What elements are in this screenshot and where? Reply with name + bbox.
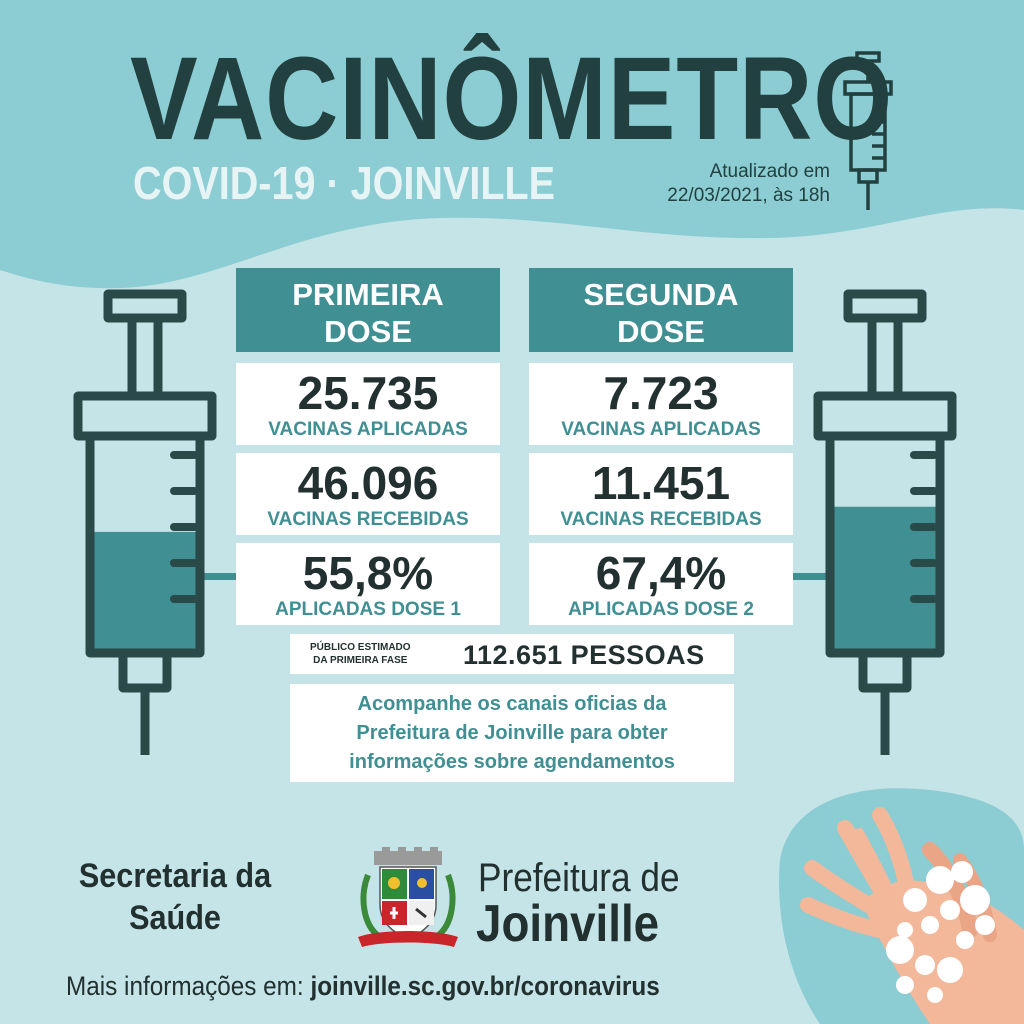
more-info-label: Mais informações em: — [66, 971, 304, 1001]
prefeitura-line2: Joinville — [476, 895, 660, 953]
secretaria-line1: Secretaria da — [78, 857, 272, 895]
coat-of-arms-icon — [350, 845, 466, 953]
second-dose-syringe-icon — [810, 285, 960, 765]
second-dose-received-label: VACINAS RECEBIDAS — [560, 509, 762, 530]
first-dose-received-value: 46.096 — [297, 457, 439, 509]
first-dose-percent-value: 55,8% — [302, 547, 434, 599]
second-dose-title-line1: SEGUNDA — [583, 277, 739, 312]
first-dose-applied-value: 25.735 — [297, 367, 439, 419]
first-dose-syringe-icon — [70, 285, 220, 765]
info-box — [290, 684, 734, 782]
more-info-link[interactable]: joinville.sc.gov.br/coronavirus — [310, 971, 660, 1001]
second-dose-percent-label: APLICADAS DOSE 2 — [568, 599, 754, 620]
first-dose-header — [236, 268, 500, 352]
first-dose-received-card — [236, 453, 500, 535]
estimated-public-label-line1: PÚBLICO ESTIMADO — [310, 642, 411, 653]
second-dose-received-value: 11.451 — [591, 457, 731, 509]
secretaria-logo-text — [72, 855, 279, 939]
prefeitura-line1: Prefeitura de — [478, 856, 680, 900]
estimated-public-box — [290, 634, 734, 674]
second-dose-percent-card — [529, 543, 793, 625]
estimated-public-label-line2: DA PRIMEIRA FASE — [313, 655, 408, 666]
more-info-footer — [66, 971, 660, 1002]
first-dose-percent-card — [236, 543, 500, 625]
updated-label: Atualizado em — [709, 161, 830, 182]
second-dose-applied-label: VACINAS APLICADAS — [561, 419, 761, 440]
first-dose-percent-label: APLICADAS DOSE 1 — [275, 599, 461, 620]
estimated-public-value: 112.651 PESSOAS — [463, 640, 705, 670]
second-dose-header — [529, 268, 793, 352]
second-dose-applied-card — [529, 363, 793, 445]
syringe-icon — [842, 50, 894, 212]
estimated-public-label — [310, 641, 411, 667]
updated-date: 22/03/2021, às 18h — [667, 184, 830, 206]
second-dose-received-card — [529, 453, 793, 535]
first-dose-title-line1: PRIMEIRA — [292, 277, 444, 312]
first-dose-fill-level — [90, 532, 200, 653]
secretaria-line2: Saúde — [129, 899, 221, 937]
page-title: VACINÔMETRO — [130, 33, 894, 165]
info-line2: Prefeitura de Joinville para obter — [356, 722, 668, 744]
info-line1: Acompanhe os canais oficias da — [357, 693, 667, 715]
second-dose-applied-value: 7.723 — [603, 367, 719, 419]
first-dose-received-label: VACINAS RECEBIDAS — [267, 509, 469, 530]
second-dose-percent-value: 67,4% — [595, 547, 727, 599]
first-dose-applied-card — [236, 363, 500, 445]
info-line3: informações sobre agendamentos — [349, 751, 675, 773]
page-subtitle: COVID-19 · JOINVILLE — [133, 157, 556, 209]
first-dose-title-line2: DOSE — [324, 314, 412, 349]
update-timestamp — [667, 160, 830, 208]
first-dose-applied-label: VACINAS APLICADAS — [268, 419, 468, 440]
second-dose-title-line2: DOSE — [617, 314, 705, 349]
